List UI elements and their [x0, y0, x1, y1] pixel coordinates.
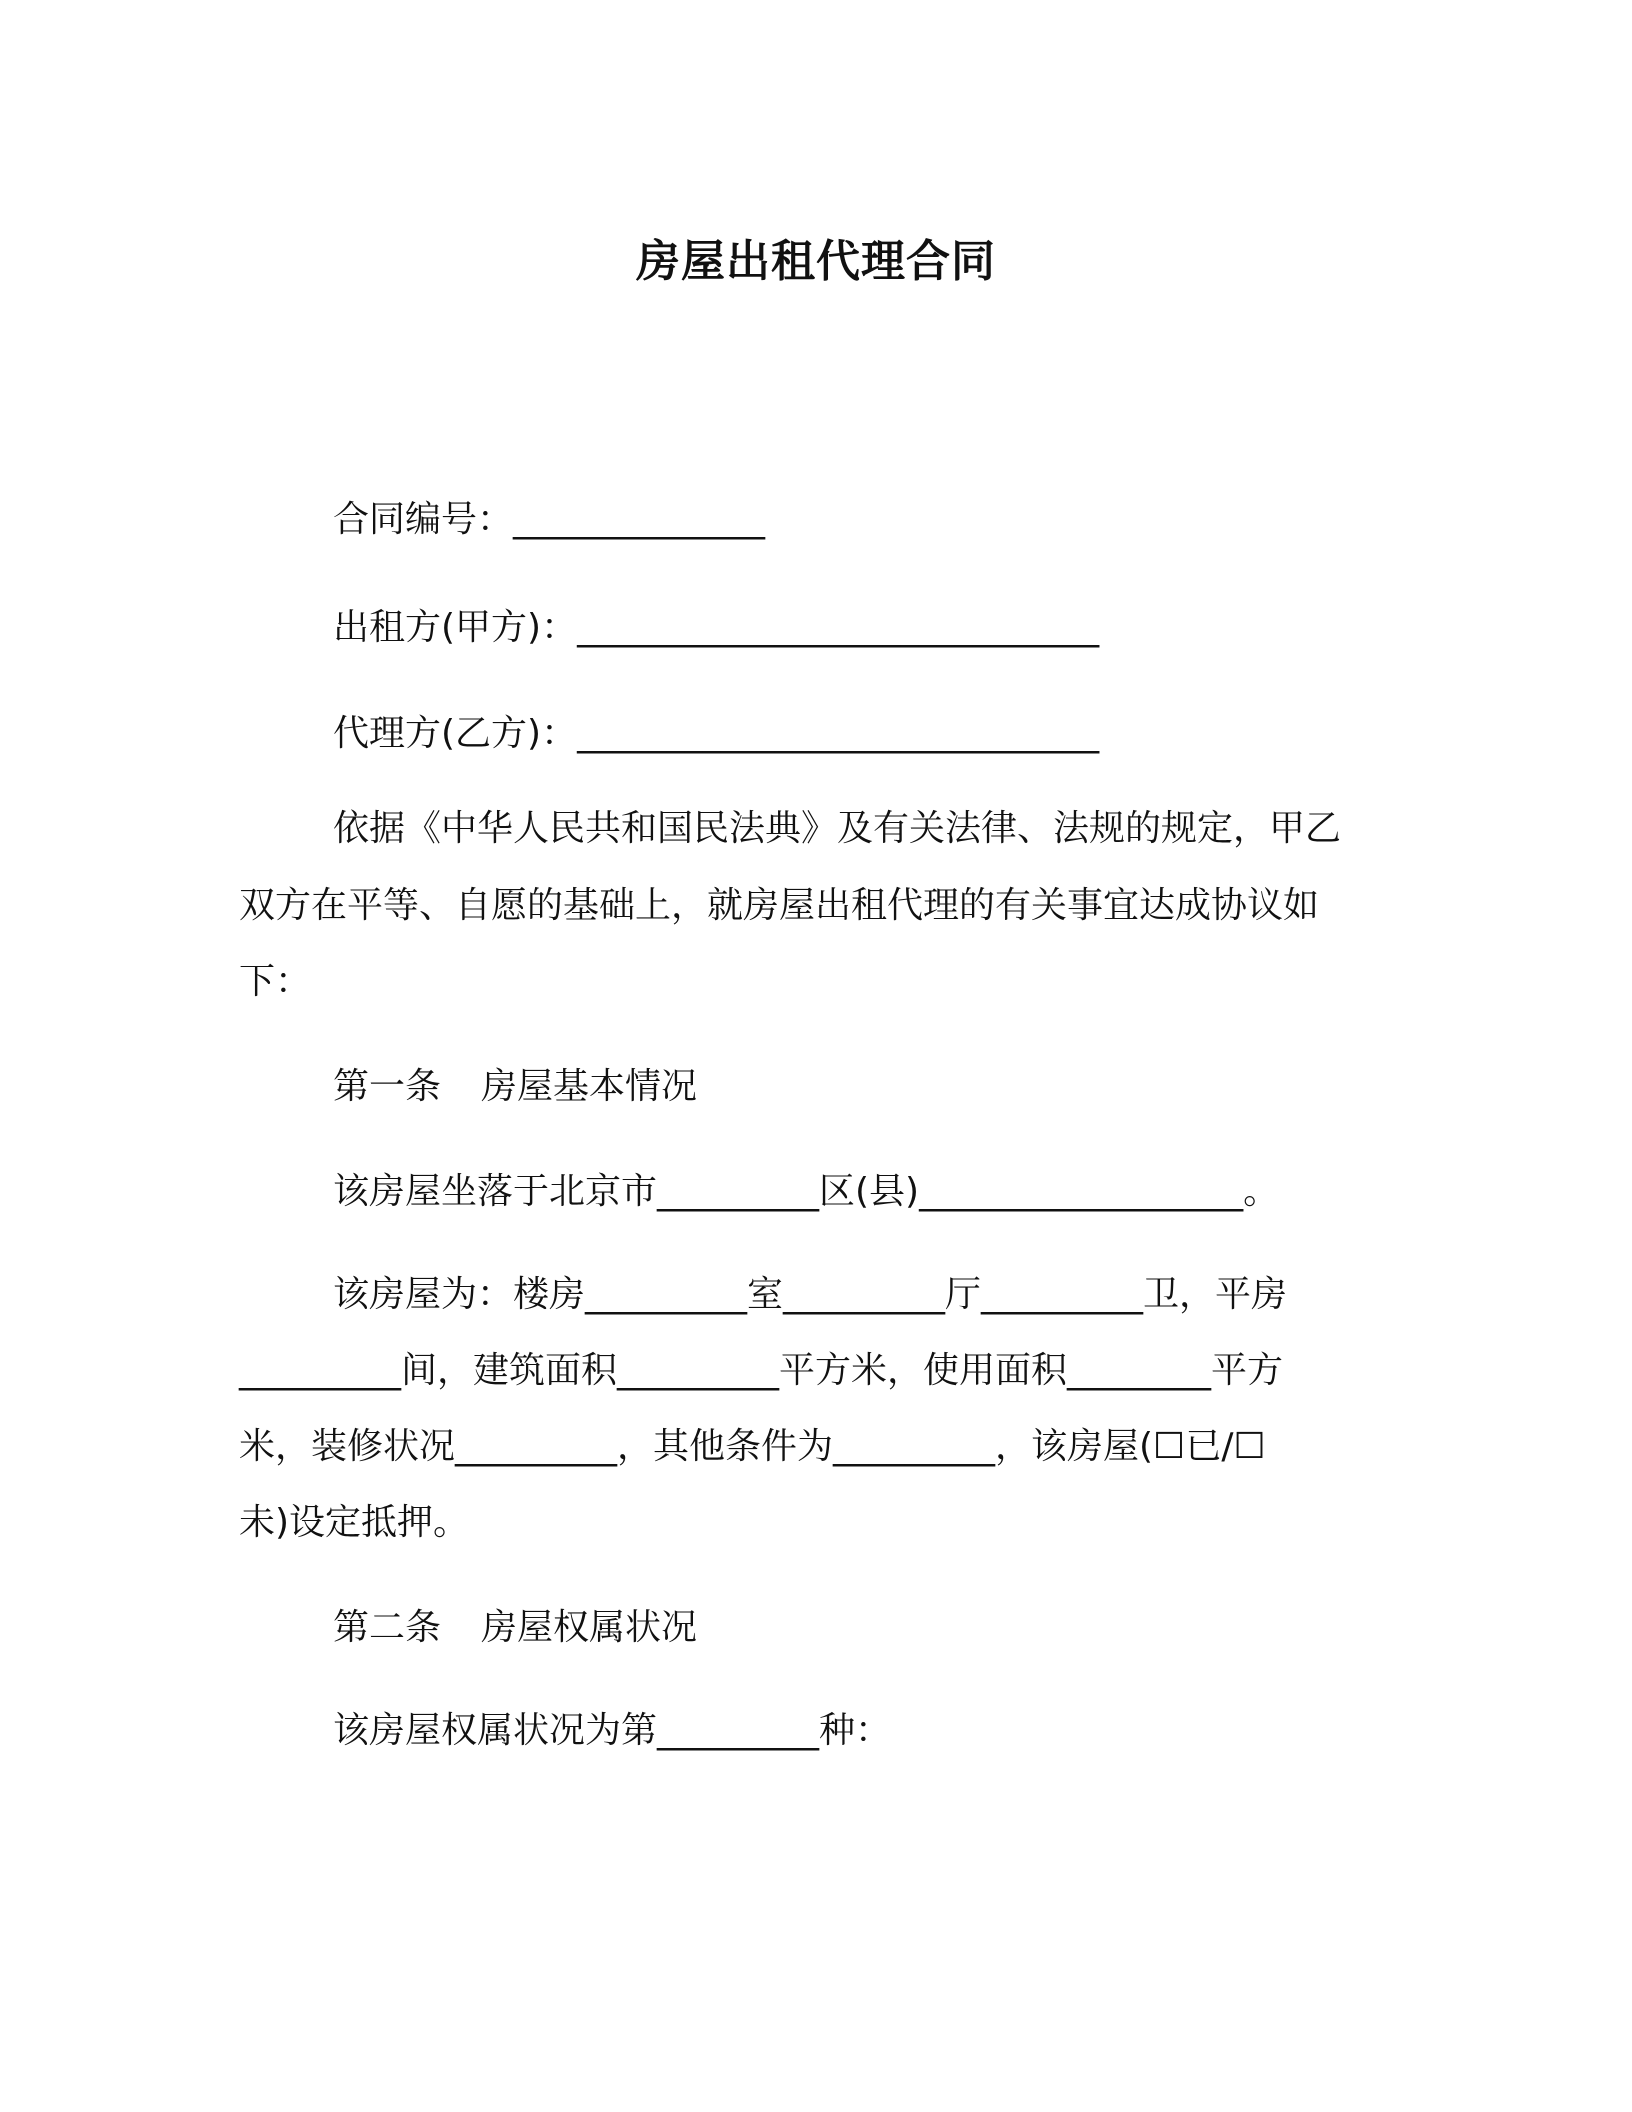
- article-2-heading: 房屋权属状况: [481, 1607, 698, 1648]
- article-1-location: 该房屋坐落于北京市_________区(县)__________________。: [333, 1171, 1280, 1212]
- article-1-title: [333, 1063, 697, 1111]
- article-2-title: [333, 1604, 697, 1652]
- lessor-field: 出租方(甲方)：_____________________________: [333, 607, 1100, 648]
- article-2-number: 第二条: [333, 1607, 442, 1648]
- document-title: 房屋出租代理合同: [636, 236, 996, 287]
- preamble-line-3: 下：: [239, 961, 312, 1002]
- contract-number-field: 合同编号：______________: [333, 499, 766, 540]
- preamble-line-1: 依据《中华人民共和国民法典》及有关法律、法规的规定，甲乙: [333, 808, 1342, 849]
- article-1-detail-line-1: 该房屋为：楼房_________室_________厅_________卫，平房: [333, 1274, 1288, 1315]
- article-2-text: 该房屋权属状况为第_________种：: [333, 1710, 892, 1751]
- agent-field: 代理方(乙方)：_____________________________: [333, 713, 1100, 754]
- preamble-line-2: 双方在平等、自愿的基础上，就房屋出租代理的有关事宜达成协议如: [239, 885, 1320, 926]
- article-1-detail-line-2: _________间，建筑面积_________平方米，使用面积________平方: [239, 1350, 1284, 1391]
- article-1-heading: 房屋基本情况: [481, 1066, 698, 1107]
- article-1-detail-line-4: 未)设定抵押。: [239, 1502, 470, 1543]
- article-1-detail-line-3: 米，装修状况_________，其他条件为_________，该房屋(☐已/☐: [239, 1426, 1266, 1467]
- article-1-number: 第一条: [333, 1066, 442, 1107]
